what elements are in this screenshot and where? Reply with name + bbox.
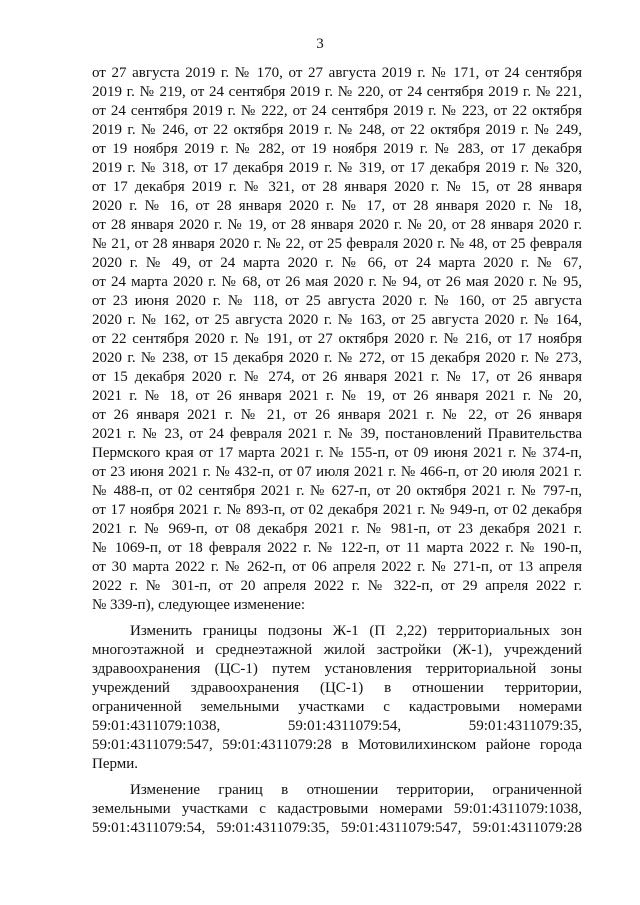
- paragraph-1-line: от 28 января 2020 г. № 19, от 28 января 2020 г. № 20, от 28 января 2020 г.: [92, 217, 582, 233]
- paragraph-1-line: 2019 г. № 246, от 22 октября 2019 г. № 248, от 22 октября 2019 г. № 249,: [92, 122, 582, 138]
- paragraph-2-line: Изменить границы подзоны Ж-1 (П 2,22) территориальных зон: [130, 623, 582, 639]
- paragraph-1-line: от 23 июня 2020 г. № 118, от 25 августа 2020 г. № 160, от 25 августа: [92, 293, 582, 309]
- paragraph-2-line: ограниченной земельными участками с кадастровыми номерами: [92, 699, 582, 715]
- paragraph-1-line: от 27 августа 2019 г. № 170, от 27 августа 2019 г. № 171, от 24 сентября: [92, 65, 582, 81]
- paragraph-1-line: от 15 декабря 2020 г. № 274, от 26 января 2021 г. № 17, от 26 января: [92, 369, 582, 385]
- paragraph-1-line: от 17 декабря 2019 г. № 321, от 28 января 2020 г. № 15, от 28 января: [92, 179, 582, 195]
- paragraph-1-line: от 26 января 2021 г. № 21, от 26 января 2021 г. № 22, от 26 января: [92, 407, 582, 423]
- paragraph-2-line: Перми.: [92, 756, 139, 772]
- paragraph-1-line: 2021 г. № 18, от 26 января 2021 г. № 19, от 26 января 2021 г. № 20,: [92, 388, 582, 404]
- paragraph-1-line: 2020 г. № 238, от 15 декабря 2020 г. № 272, от 15 декабря 2020 г. № 273,: [92, 350, 582, 366]
- paragraph-3-line: 59:01:4311079:54, 59:01:4311079:35, 59:01:4311079:547, 59:01:4311079:28: [92, 820, 582, 836]
- paragraph-1-line: 2021 г. № 23, от 24 февраля 2021 г. № 39, постановлений Правительства: [92, 426, 582, 442]
- paragraph-1-line: 2020 г. № 16, от 28 января 2020 г. № 17, от 28 января 2020 г. № 18,: [92, 198, 582, 214]
- paragraph-1-line: № 1069-п, от 18 февраля 2022 г. № 122-п, от 11 марта 2022 г. № 190-п,: [92, 540, 582, 556]
- paragraph-2-line: 59:01:4311079:547, 59:01:4311079:28 в Мотовилихинском районе города: [92, 737, 582, 753]
- paragraph-1-line: от 17 ноября 2021 г. № 893-п, от 02 декабря 2021 г. № 949-п, от 02 декабря: [92, 502, 582, 518]
- paragraph-1-line: 2019 г. № 219, от 24 сентября 2019 г. № 220, от 24 сентября 2019 г. № 221,: [92, 84, 582, 100]
- paragraph-1-line: 2020 г. № 162, от 25 августа 2020 г. № 163, от 25 августа 2020 г. № 164,: [92, 312, 582, 328]
- paragraph-3-line: земельными участками с кадастровыми номерами 59:01:4311079:1038,: [92, 801, 582, 817]
- paragraph-2-line: здравоохранения (ЦС-1) путем установления территориальной зоны: [92, 661, 582, 677]
- paragraph-1-line: от 24 марта 2020 г. № 68, от 26 мая 2020 г. № 94, от 26 мая 2020 г. № 95,: [92, 274, 582, 290]
- paragraph-1-line: 2021 г. № 969-п, от 08 декабря 2021 г. № 981-п, от 23 декабря 2021 г.: [92, 521, 582, 537]
- paragraph-1-line: от 19 ноября 2019 г. № 282, от 19 ноября 2019 г. № 283, от 17 декабря: [92, 141, 582, 157]
- paragraph-1-line: 2020 г. № 49, от 24 марта 2020 г. № 66, от 24 марта 2020 г. № 67,: [92, 255, 582, 271]
- paragraph-1-line: № 339-п), следующее изменение:: [92, 597, 306, 613]
- paragraph-1-line: № 21, от 28 января 2020 г. № 22, от 25 февраля 2020 г. № 48, от 25 февраля: [92, 236, 582, 252]
- paragraph-1-line: от 23 июня 2021 г. № 432-п, от 07 июля 2021 г. № 466-п, от 20 июля 2021 г.: [92, 464, 582, 480]
- paragraph-1-line: от 22 сентября 2020 г. № 191, от 27 октября 2020 г. № 216, от 17 ноября: [92, 331, 582, 347]
- paragraph-2-line: 59:01:4311079:1038, 59:01:4311079:54, 59:01:4311079:35,: [92, 718, 582, 734]
- paragraph-2-line: многоэтажной и среднеэтажной жилой застройки (Ж-1), учреждений: [92, 642, 582, 658]
- paragraph-3-line: Изменение границ в отношении территории, ограниченной: [130, 782, 582, 798]
- paragraph-1-line: 2022 г. № 301-п, от 20 апреля 2022 г. № 322-п, от 29 апреля 2022 г.: [92, 578, 582, 594]
- page-number: 3: [316, 36, 324, 52]
- paragraph-1-line: от 24 сентября 2019 г. № 222, от 24 сентября 2019 г. № 223, от 22 октября: [92, 103, 582, 119]
- paragraph-1-line: от 30 марта 2022 г. № 262-п, от 06 апреля 2022 г. № 271-п, от 13 апреля: [92, 559, 582, 575]
- paragraph-2-line: учреждений здравоохранения (ЦС-1) в отношении территории,: [92, 680, 582, 696]
- paragraph-1-line: 2019 г. № 318, от 17 декабря 2019 г. № 319, от 17 декабря 2019 г. № 320,: [92, 160, 582, 176]
- paragraph-1-line: № 488-п, от 02 сентября 2021 г. № 627-п, от 20 октября 2021 г. № 797-п,: [92, 483, 582, 499]
- paragraph-1-line: Пермского края от 17 марта 2021 г. № 155-п, от 09 июня 2021 г. № 374-п,: [92, 445, 582, 461]
